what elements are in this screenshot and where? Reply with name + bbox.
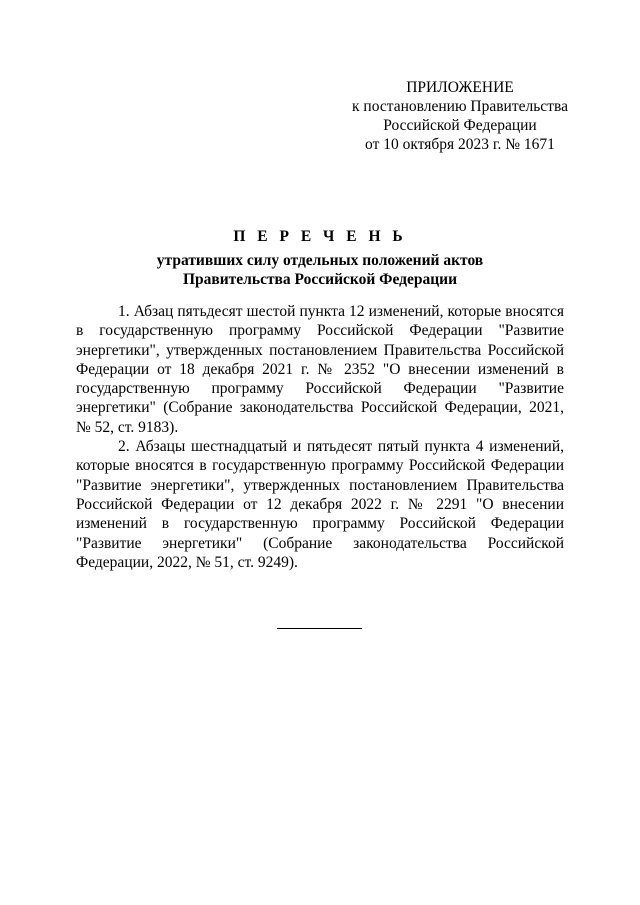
appendix-date-number: от 10 октября 2023 г. № 1671 xyxy=(365,136,555,153)
appendix-authority: Российской Федерации xyxy=(383,117,537,134)
document-body xyxy=(76,302,564,572)
appendix-label: ПРИЛОЖЕНИЕ xyxy=(406,79,514,96)
appendix-reference: к постановлению Правительства xyxy=(352,98,568,115)
appendix-block xyxy=(330,78,590,154)
list-item-2: 2. Абзацы шестнадцатый и пятьдесят пятый пункта 4 изменений, которые вносятся в государственную программу Российской Федерации "Развитие энергетики", утвержденных постановлением Правительства Российской Федерации от 12 декабря 2022 г. № 2291 "О внесении изменений в государственную программу Российской Федерации "Развитие энергетики" (Собрание законодательства Российской Федерации, 2022, № 51, ст. 9249). xyxy=(76,438,564,571)
subtitle-line-1: утративших силу отдельных положений актов xyxy=(156,252,484,269)
list-item-1: 1. Абзац пятьдесят шестой пункта 12 изменений, которые вносятся в государственную программу Российской Федерации "Развитие энергетики", утвержденных постановлением Правительства Российской Федерации от 18 декабря 2021 г. № 2352 "О внесении изменений в государственную программу Российской Федерации "Развитие энергетики" (Собрание законодательства Российской Федерации, 2021, № 52, ст. 9183). xyxy=(76,303,564,436)
subtitle-line-2: Правительства Российской Федерации xyxy=(182,271,458,288)
end-divider xyxy=(277,628,362,629)
document-title: П Е Р Е Ч Е Н Ь xyxy=(233,228,407,245)
document-subtitle xyxy=(0,251,640,289)
